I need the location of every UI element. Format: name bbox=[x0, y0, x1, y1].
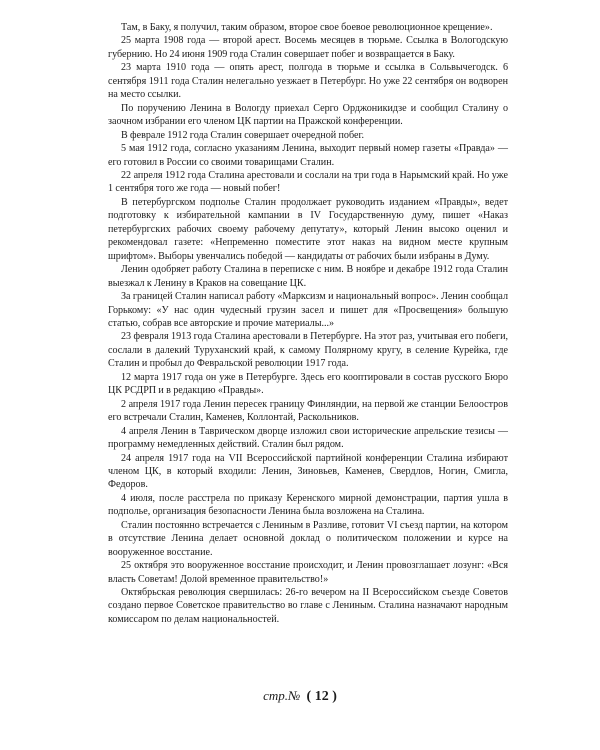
page-number bbox=[0, 688, 600, 705]
paragraph-15: 24 апреля 1917 года на VII Всероссийской партийной конференции Сталина избирают членом ЦК, в который входили: Ленин, Зиновьев, Каменев, Свердлов, Ногин, Смигла, Федоров. bbox=[108, 452, 508, 491]
paragraph-17: Сталин постоянно встречается с Лениным в Разливе, готовит VI съезд партии, на котором в отсутствие Ленина делает основной доклад о политическом положении и курсе на вооруженное восстание. bbox=[108, 519, 508, 558]
paragraph-8: В петербургском подполье Сталин продолжает руководить изданием «Правды», ведет подготовку к избирательной кампании в IV Государственную думу, пишет «Наказ петербургских рабочих своему рабочему депутату», который Ленин высоко оценил и рекомендовал газете: «Непременно поместите этот наказ на видном месте крупным шрифтом». Выборы увенчались победой — кандидаты от рабочих были избраны в Думу. bbox=[108, 196, 508, 262]
page-number-value: ( 12 ) bbox=[306, 689, 337, 704]
paragraph-2: 25 марта 1908 года — второй арест. Восемь месяцев в тюрьме. Ссылка в Вологодскую губернию. Но 24 июня 1909 года Сталин совершает побег и возвращается в Баку. bbox=[108, 35, 508, 60]
paragraph-4: По поручению Ленина в Вологду приехал Серго Орджоникидзе и сообщил Сталину о заочном избрании его членом ЦК партии на Пражской конференции. bbox=[108, 102, 508, 128]
paragraph-14: 4 апреля Ленин в Таврическом дворце изложил свои исторические апрельские тезисы — программу немедленных действий. Сталин был рядом. bbox=[108, 425, 508, 451]
paragraph-10: За границей Сталин написал работу «Марксизм и национальный вопрос». Ленин сообщал Горькому: «У нас один чудесный грузин засел и пишет для «Просвещения» большую статью, собрав все авторские и прочие материалы...» bbox=[108, 291, 508, 329]
paragraph-6: 5 мая 1912 года, согласно указаниям Ленина, выходит первый номер газеты «Правда» — его готовил в России со своими товарищами Сталин. bbox=[108, 143, 508, 168]
paragraph-13: 2 апреля 1917 года Ленин пересек границу Финляндии, на первой же станции Белоостров его встречали Сталин, Каменев, Коллонтай, Раскольников. bbox=[108, 398, 508, 424]
body-text bbox=[108, 21, 508, 626]
paragraph-18: 25 октября это вооруженное восстание происходит, и Ленин провозглашает лозунг: «Вся власть Советам! Долой временное правительство!» bbox=[108, 560, 508, 585]
paragraph-9: Ленин одобряет работу Сталина в переписке с ним. В ноябре и декабре 1912 года Сталин выезжал к Ленину в Краков на совещание ЦК. bbox=[108, 264, 508, 289]
paragraph-1: Там, в Баку, я получил, таким образом, второе свое боевое революционное крещение». bbox=[121, 22, 493, 33]
page-number-prefix: стр.№ bbox=[263, 688, 301, 703]
paragraph-3: 23 марта 1910 года — опять арест, полгода в тюрьме и ссылка в Сольвычегодск. 6 сентября 1911 года Сталин нелегально уезжает в Петербург. Но уже 22 сентября он водворен на место ссылки. bbox=[108, 62, 508, 101]
paragraph-5: В феврале 1912 года Сталин совершает очередной побег. bbox=[121, 129, 364, 141]
paragraph-12: 12 марта 1917 года он уже в Петербурге. Здесь его кооптировали в состав русского Бюро ЦК РСДРП и в редакцию «Правды». bbox=[108, 371, 508, 397]
paragraph-11: 23 февраля 1913 года Сталина арестовали в Петербурге. На этот раз, учитывая его побеги, сослали в далекий Туруханский край, к самому Полярному кругу, в селение Курейка, где Сталин и пробыл до Февральской революции 1917 года. bbox=[108, 331, 508, 370]
paragraph-19: Октябрьская революция свершилась: 26-го вечером на II Всероссийском съезде Советов создано первое Советское правительство во главе с Лениным. Сталина назначают народным комиссаром по делам национальностей. bbox=[108, 587, 508, 625]
paragraph-16: 4 июля, после расстрела по приказу Керенского мирной демонстрации, партия ушла в подполье, организация безопасности Ленина была возложена на Сталина. bbox=[108, 492, 508, 518]
paragraph-7: 22 апреля 1912 года Сталина арестовали и сослали на три года в Нарымский край. Но уже 1 сентября того же года — новый побег! bbox=[108, 169, 508, 195]
